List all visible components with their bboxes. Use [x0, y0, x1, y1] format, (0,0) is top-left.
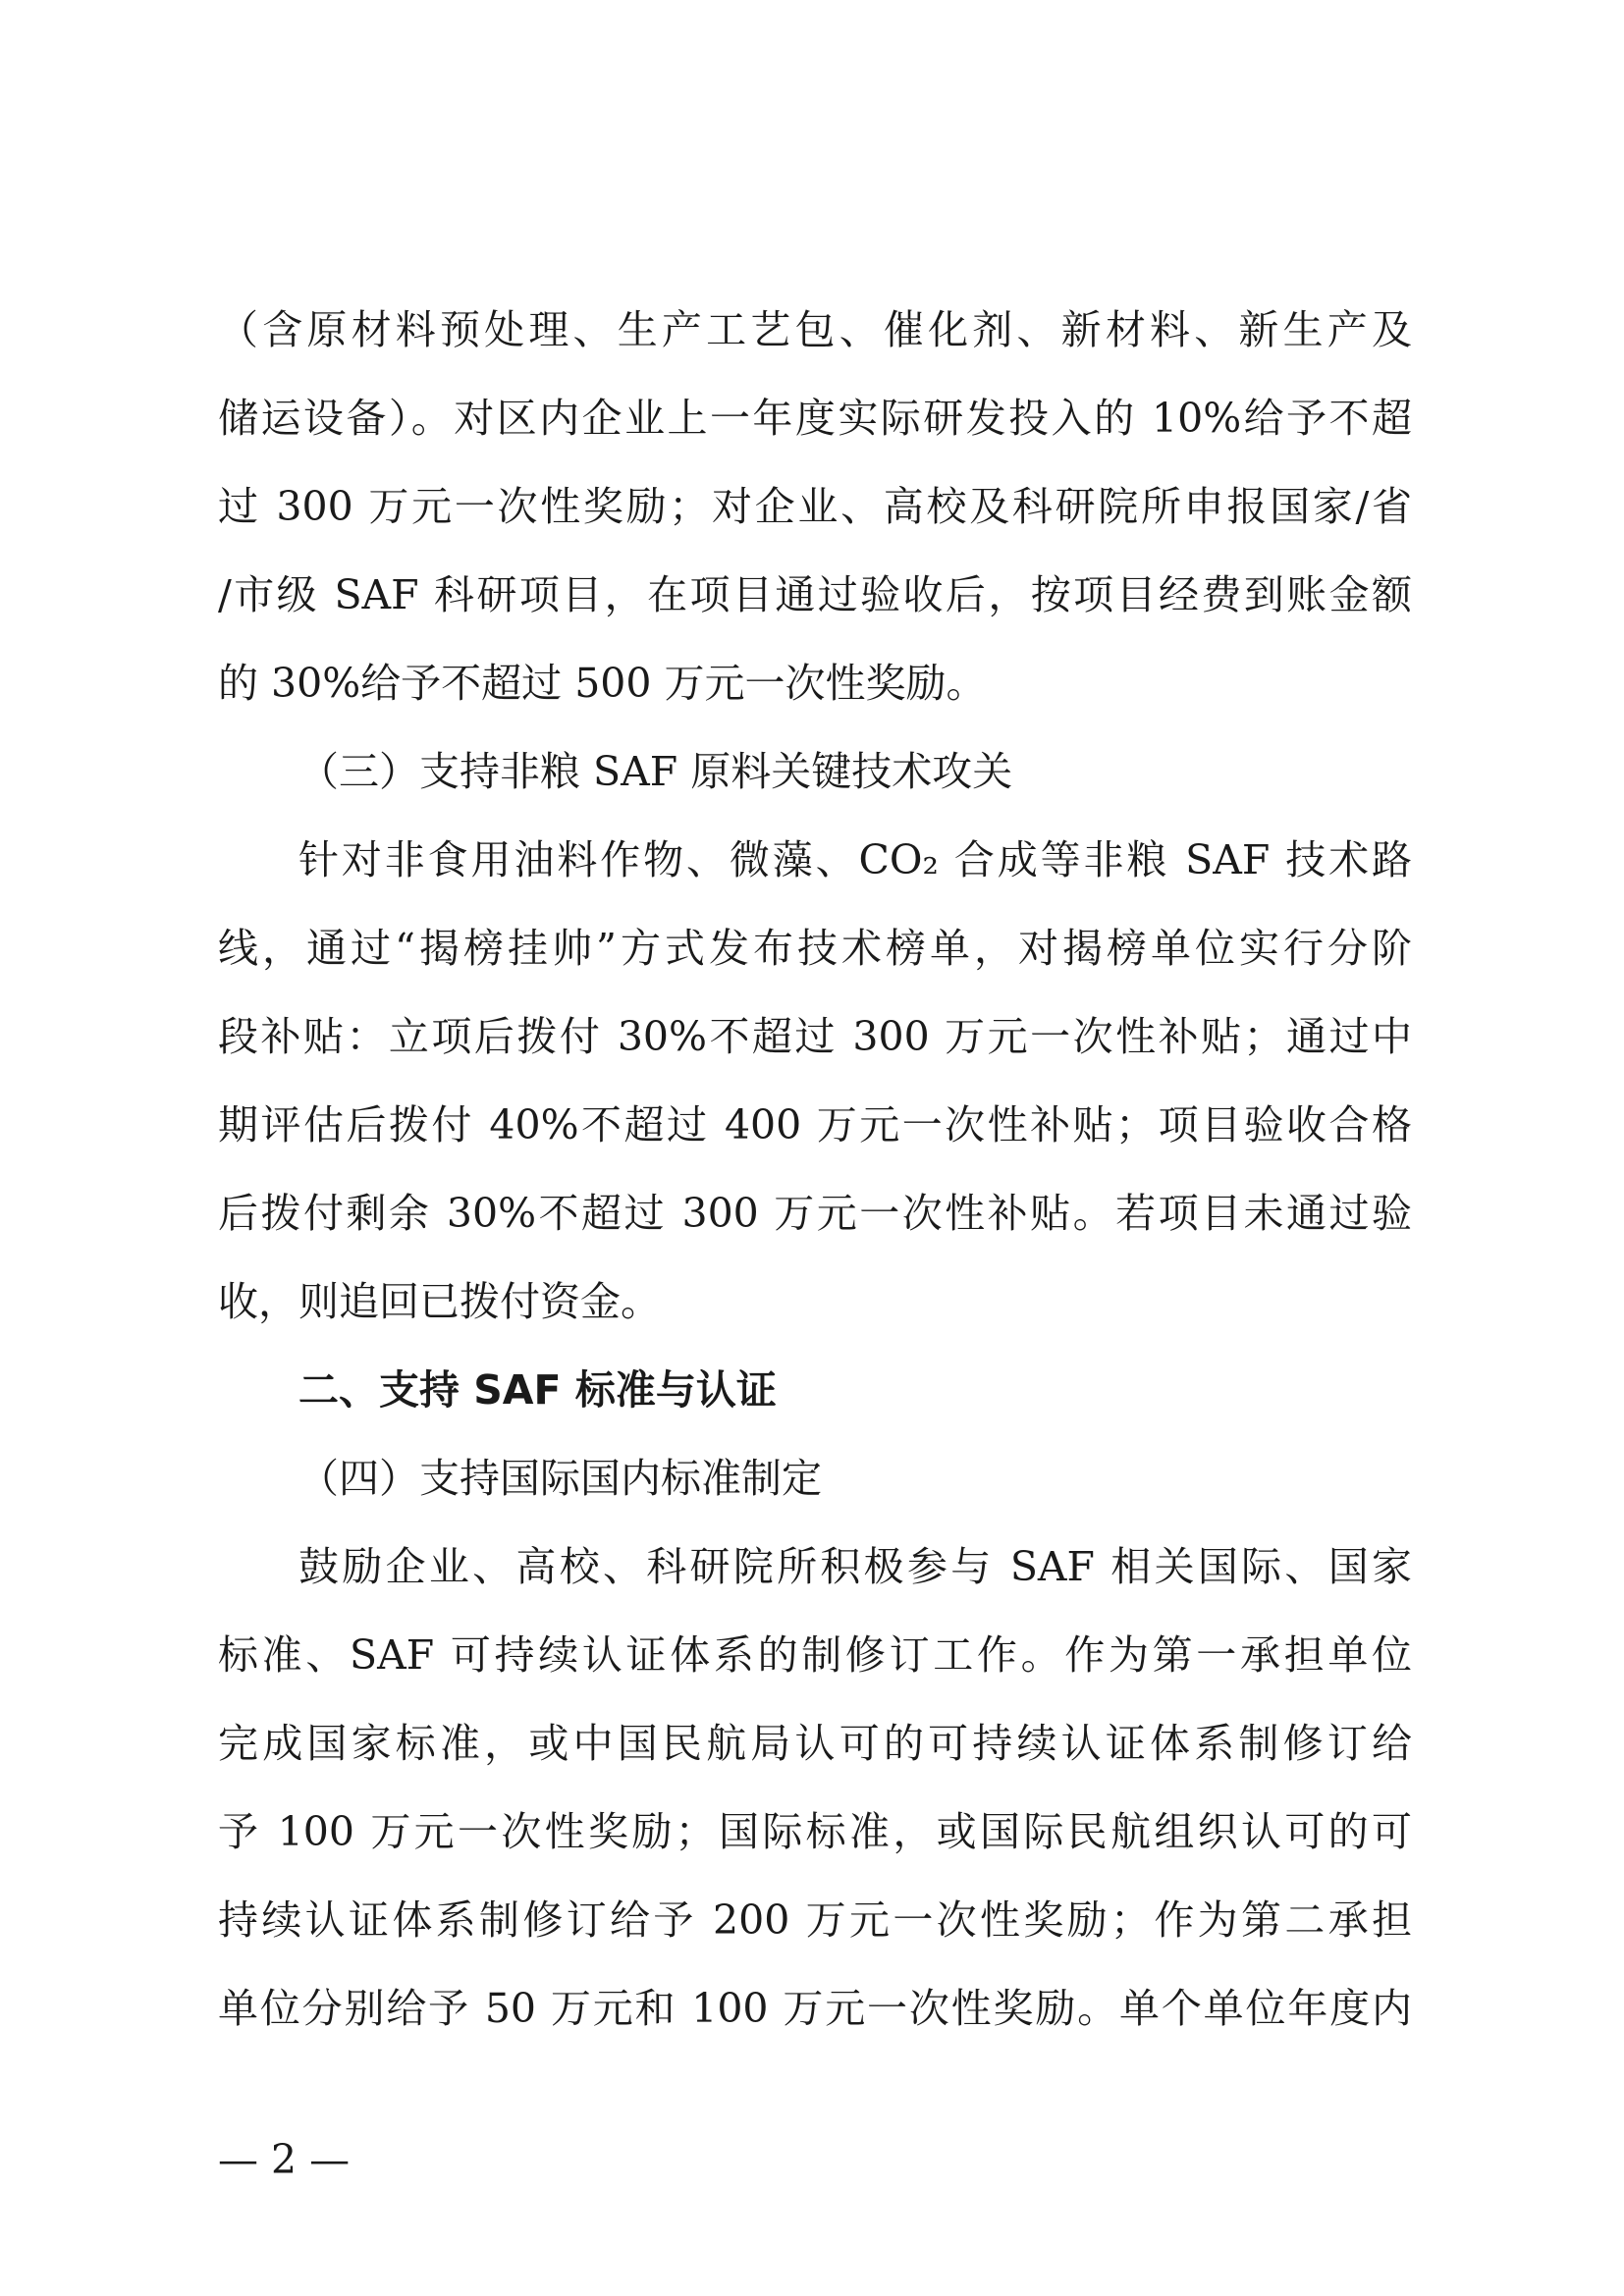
body-text-line: 收，则追回已拨付资金。 — [218, 1278, 661, 1325]
subsection-heading-4: （四）支持国际国内标准制定 — [298, 1455, 822, 1502]
body-text-line: 后拨付剩余 30%不超过 300 万元一次性补贴。若项目未通过验 — [218, 1190, 1412, 1237]
body-text-line: 予 100 万元一次性奖励；国际标准，或国际民航组织认可的可 — [218, 1808, 1412, 1855]
body-text-line: 针对非食用油料作物、微藻、CO₂ 合成等非粮 SAF 技术路 — [298, 836, 1412, 883]
body-text-line: （含原材料预处理、生产工艺包、催化剂、新材料、新生产及 — [218, 306, 1412, 353]
body-text-line: 储运设备）。对区内企业上一年度实际研发投入的 10%给予不超 — [218, 395, 1412, 442]
body-text-line: 期评估后拨付 40%不超过 400 万元一次性补贴；项目验收合格 — [218, 1101, 1412, 1148]
body-text-line: 过 300 万元一次性奖励；对企业、高校及科研院所申报国家/省 — [218, 483, 1412, 530]
body-text-line: 标准、SAF 可持续认证体系的制修订工作。作为第一承担单位 — [218, 1631, 1412, 1679]
body-text-line: 的 30%给予不超过 500 万元一次性奖励。 — [218, 660, 987, 707]
body-text-line: 单位分别给予 50 万元和 100 万元一次性奖励。单个单位年度内 — [218, 1985, 1412, 2032]
body-text-line: 完成国家标准，或中国民航局认可的可持续认证体系制修订给 — [218, 1720, 1412, 1767]
subsection-heading-3: （三）支持非粮 SAF 原料关键技术攻关 — [298, 748, 1013, 795]
section-heading-2: 二、支持 SAF 标准与认证 — [298, 1366, 777, 1414]
body-text-line: 鼓励企业、高校、科研院所积极参与 SAF 相关国际、国家 — [298, 1543, 1412, 1590]
body-text-line: 持续认证体系制修订给予 200 万元一次性奖励；作为第二承担 — [218, 1896, 1412, 1944]
body-text-line: 线，通过“揭榜挂帅”方式发布技术榜单，对揭榜单位实行分阶 — [218, 925, 1412, 972]
body-text-line: 段补贴：立项后拨付 30%不超过 300 万元一次性补贴；通过中 — [218, 1013, 1412, 1060]
body-text-line: /市级 SAF 科研项目，在项目通过验收后，按项目经费到账金额 — [218, 571, 1412, 618]
page-number: — 2 — — [218, 2136, 351, 2183]
